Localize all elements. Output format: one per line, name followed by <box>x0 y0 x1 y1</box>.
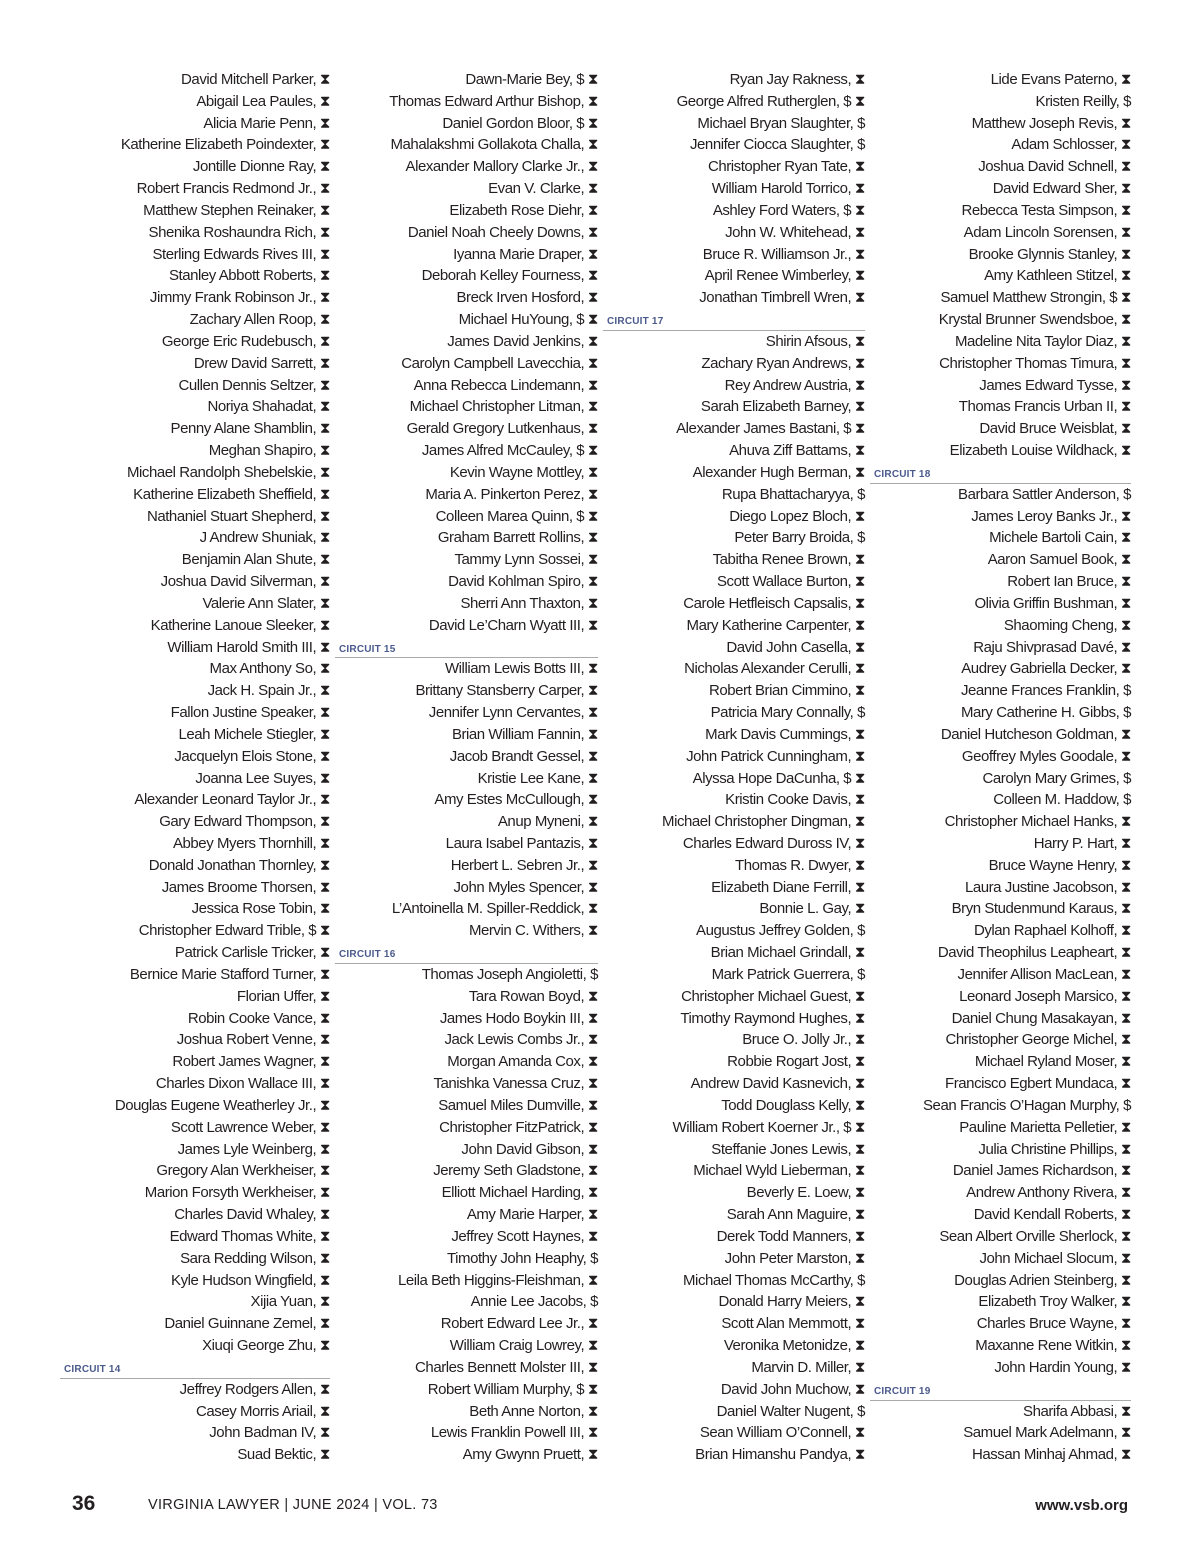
column-3 <box>603 69 865 1466</box>
member-name: Michael Christopher Litman, ⧗ <box>409 398 598 416</box>
member-name: Iyanna Marie Draper, ⧗ <box>453 245 598 263</box>
member-name: David Bruce Weisblat, ⧗ <box>979 420 1131 438</box>
member-name: Shaoming Cheng, ⧗ <box>1003 616 1131 634</box>
member-name: Daniel Noah Cheely Downs, ⧗ <box>407 223 598 241</box>
member-name: Harry P. Hart, ⧗ <box>1033 834 1131 852</box>
member-name: Donald Harry Meiers, ⧗ <box>718 1293 865 1311</box>
circuit-header <box>335 637 598 659</box>
member-name: Shenika Roshaundra Rich, ⧗ <box>148 223 330 241</box>
circuit-header-label: CIRCUIT 15 <box>339 643 396 655</box>
member-name: William Harold Torrico, ⧗ <box>711 180 865 198</box>
member-name: Timothy Raymond Hughes, ⧗ <box>680 1009 865 1027</box>
member-name: Herbert L. Sebren Jr., ⧗ <box>450 856 598 874</box>
member-name: Jacob Brandt Gessel, ⧗ <box>449 747 598 765</box>
member-name: Sterling Edwards Rives III, ⧗ <box>152 245 330 263</box>
member-name: Katherine Elizabeth Poindexter, ⧗ <box>120 136 330 154</box>
member-name: Morgan Amanda Cox, ⧗ <box>447 1053 598 1071</box>
member-name: Alexander Hugh Berman, ⧗ <box>692 463 865 481</box>
member-name: Charles David Whaley, ⧗ <box>174 1206 330 1224</box>
member-name: Meghan Shapiro, ⧗ <box>208 442 330 460</box>
member-name: James Broome Thorsen, ⧗ <box>161 878 330 896</box>
member-name: Mahalakshmi Gollakota Challa, ⧗ <box>390 136 598 154</box>
member-name: Bonnie L. Gay, ⧗ <box>759 900 865 918</box>
member-name: Michael HuYoung, $ ⧗ <box>458 311 598 329</box>
member-name: Rupa Bhattacharyya, $ <box>721 485 865 503</box>
member-name: Veronika Metonidze, ⧗ <box>723 1337 865 1355</box>
member-name: Jack Lewis Combs Jr., ⧗ <box>444 1031 598 1049</box>
member-name: Ryan Jay Rakness, ⧗ <box>729 71 865 88</box>
member-name: Steffanie Jones Lewis, ⧗ <box>711 1140 865 1158</box>
member-name: Julia Christine Phillips, ⧗ <box>978 1140 1131 1158</box>
member-name: David Kohlman Spiro, ⧗ <box>448 573 598 591</box>
member-name: Zachary Allen Roop, ⧗ <box>189 311 330 329</box>
member-name: Joshua David Schnell, ⧗ <box>978 158 1131 176</box>
circuit-header <box>335 942 598 964</box>
member-name: Daniel Walter Nugent, $ <box>716 1402 865 1420</box>
member-name: Leila Beth Higgins-Fleishman, ⧗ <box>397 1271 598 1289</box>
member-name: Sean William O’Connell, ⧗ <box>699 1424 865 1442</box>
member-name: Suad Bektic, ⧗ <box>237 1446 330 1464</box>
member-name: Alicia Marie Penn, ⧗ <box>203 114 330 132</box>
member-name: Samuel Matthew Strongin, $ ⧗ <box>940 289 1131 307</box>
member-name: Raju Shivprasad Davé, ⧗ <box>973 638 1131 656</box>
member-name: Christopher Edward Trible, $ ⧗ <box>138 922 330 940</box>
member-name: Jeremy Seth Gladstone, ⧗ <box>433 1162 598 1180</box>
member-name: David Mitchell Parker, ⧗ <box>181 71 330 88</box>
member-name: Elliott Michael Harding, ⧗ <box>441 1184 598 1202</box>
member-name: Mark Patrick Guerrera, $ <box>711 965 865 983</box>
member-name: L’Antoinella M. Spiller-Reddick, ⧗ <box>391 900 598 918</box>
member-name: Michael Ryland Moser, ⧗ <box>974 1053 1131 1071</box>
member-name: Alexander Leonard Taylor Jr., ⧗ <box>134 791 330 809</box>
member-name: Thomas Edward Arthur Bishop, ⧗ <box>389 92 598 110</box>
member-name: Leonard Joseph Marsico, ⧗ <box>959 987 1131 1005</box>
member-name: Jennifer Lynn Cervantes, ⧗ <box>428 704 598 722</box>
member-name: John David Gibson, ⧗ <box>461 1140 598 1158</box>
member-name: Colleen M. Haddow, $ <box>993 791 1131 809</box>
member-name: James Edward Tysse, ⧗ <box>979 376 1131 394</box>
member-name: Kristen Reilly, $ <box>1035 92 1131 110</box>
member-name: Daniel Chung Masakayan, ⧗ <box>951 1009 1131 1027</box>
column-1 <box>60 69 330 1466</box>
member-name: Robert Ian Bruce, ⧗ <box>1007 573 1131 591</box>
website-url: www.vsb.org <box>1035 1497 1128 1514</box>
member-name: Sherri Ann Thaxton, ⧗ <box>460 594 598 612</box>
member-name: Barbara Sattler Anderson, $ <box>958 485 1131 503</box>
circuit-header <box>603 309 865 331</box>
member-name: Elizabeth Troy Walker, ⧗ <box>978 1293 1131 1311</box>
member-name: John Badman IV, ⧗ <box>209 1424 330 1442</box>
member-name: Christopher Michael Hanks, ⧗ <box>944 813 1131 831</box>
member-name: Elizabeth Louise Wildhack, ⧗ <box>949 442 1131 460</box>
member-name: Sean Albert Orville Sherlock, ⧗ <box>939 1227 1131 1245</box>
member-name: Donald Jonathan Thornley, ⧗ <box>148 856 330 874</box>
member-name: David Le’Charn Wyatt III, ⧗ <box>428 616 598 634</box>
member-name: Robert William Murphy, $ ⧗ <box>427 1380 598 1398</box>
member-name: Carolyn Campbell Lavecchia, ⧗ <box>401 354 598 372</box>
member-name: Alyssa Hope DaCunha, $ ⧗ <box>692 769 865 787</box>
member-name: Francisco Egbert Mundaca, ⧗ <box>945 1075 1131 1093</box>
member-name: Brittany Stansberry Carper, ⧗ <box>415 682 598 700</box>
member-name: Sharifa Abbasi, ⧗ <box>1023 1402 1131 1420</box>
member-name: Michael Thomas McCarthy, $ <box>683 1271 865 1289</box>
member-name: Sarah Elizabeth Barney, ⧗ <box>700 398 865 416</box>
circuit-header <box>60 1357 330 1379</box>
member-name: Carolyn Mary Grimes, $ <box>982 769 1131 787</box>
member-name: Scott Wallace Burton, ⧗ <box>716 573 865 591</box>
member-name: Thomas R. Dwyer, ⧗ <box>735 856 865 874</box>
member-name: Kristin Cooke Davis, ⧗ <box>725 791 865 809</box>
member-name: Kyle Hudson Wingfield, ⧗ <box>171 1271 330 1289</box>
member-name: Robbie Rogart Jost, ⧗ <box>727 1053 865 1071</box>
member-name: J Andrew Shuniak, ⧗ <box>199 529 330 547</box>
member-name: April Renee Wimberley, ⧗ <box>704 267 865 285</box>
column-4 <box>870 69 1131 1466</box>
member-name: Mervin C. Withers, ⧗ <box>468 922 598 940</box>
member-name: Daniel Gordon Bloor, $ ⧗ <box>442 114 598 132</box>
member-name: Andrew David Kasnevich, ⧗ <box>690 1075 865 1093</box>
member-name: Tammy Lynn Sossei, ⧗ <box>454 551 598 569</box>
member-name: Michael Bryan Slaughter, $ <box>697 114 865 132</box>
member-name: Beth Anne Norton, ⧗ <box>469 1402 598 1420</box>
member-name: Nathaniel Stuart Shepherd, ⧗ <box>146 507 330 525</box>
member-name: Geoffrey Myles Goodale, ⧗ <box>961 747 1131 765</box>
member-name: Bruce R. Williamson Jr., ⧗ <box>702 245 865 263</box>
member-name: James Alfred McCauley, $ ⧗ <box>421 442 598 460</box>
member-name: James Leroy Banks Jr., ⧗ <box>971 507 1131 525</box>
member-name: Brooke Glynnis Stanley, ⧗ <box>968 245 1131 263</box>
member-name: Jonathan Timbrell Wren, ⧗ <box>699 289 865 307</box>
member-name: Michele Bartoli Cain, ⧗ <box>989 529 1131 547</box>
member-name: Daniel James Richardson, ⧗ <box>952 1162 1131 1180</box>
member-name: Jacquelyn Elois Stone, ⧗ <box>174 747 330 765</box>
member-name: Marvin D. Miller, ⧗ <box>751 1358 865 1376</box>
member-name: Madeline Nita Taylor Diaz, ⧗ <box>954 332 1131 350</box>
member-name: Fallon Justine Speaker, ⧗ <box>170 704 330 722</box>
member-name: Christopher Ryan Tate, ⧗ <box>707 158 865 176</box>
member-name: James Hodo Boykin III, ⧗ <box>439 1009 598 1027</box>
member-name: Colleen Marea Quinn, $ ⧗ <box>435 507 598 525</box>
member-name: Krystal Brunner Swendsboe, ⧗ <box>938 311 1131 329</box>
member-name: Bernice Marie Stafford Turner, ⧗ <box>129 965 330 983</box>
member-name: Bruce O. Jolly Jr., ⧗ <box>742 1031 865 1049</box>
member-name: Adam Schlosser, ⧗ <box>1011 136 1131 154</box>
member-name: Evan V. Clarke, ⧗ <box>488 180 598 198</box>
member-name: John Patrick Cunningham, ⧗ <box>686 747 865 765</box>
member-name: Kristie Lee Kane, ⧗ <box>477 769 598 787</box>
member-name: Tara Rowan Boyd, ⧗ <box>468 987 598 1005</box>
member-name: David John Muchow, ⧗ <box>720 1380 865 1398</box>
member-name: James Lyle Weinberg, ⧗ <box>177 1140 330 1158</box>
member-name: Samuel Mark Adelmann, ⧗ <box>963 1424 1131 1442</box>
member-name: Benjamin Alan Shute, ⧗ <box>181 551 330 569</box>
member-name: Gregory Alan Werkheiser, ⧗ <box>156 1162 330 1180</box>
member-name: John Peter Marston, ⧗ <box>724 1249 865 1267</box>
member-name: Breck Irven Hosford, ⧗ <box>456 289 598 307</box>
member-name: Audrey Gabriella Decker, ⧗ <box>961 660 1131 678</box>
member-name: Drew David Sarrett, ⧗ <box>193 354 330 372</box>
member-name: Xijia Yuan, ⧗ <box>250 1293 330 1311</box>
member-name: Amy Estes McCullough, ⧗ <box>434 791 598 809</box>
member-name: Rey Andrew Austria, ⧗ <box>724 376 865 394</box>
circuit-header-label: CIRCUIT 17 <box>607 316 664 328</box>
member-name: Aaron Samuel Book, ⧗ <box>987 551 1131 569</box>
member-name: Sean Francis O’Hagan Murphy, $ <box>923 1096 1131 1114</box>
member-name: Adam Lincoln Sorensen, ⧗ <box>963 223 1131 241</box>
member-name: William Lewis Botts III, ⧗ <box>444 660 598 678</box>
member-name: Jeffrey Scott Haynes, ⧗ <box>451 1227 598 1245</box>
member-name: Amy Gwynn Pruett, ⧗ <box>462 1446 598 1464</box>
member-name: Brian William Fannin, ⧗ <box>451 725 598 743</box>
member-name: Jack H. Spain Jr., ⧗ <box>207 682 330 700</box>
member-name: Todd Douglass Kelly, ⧗ <box>721 1096 865 1114</box>
member-name: Katherine Elizabeth Sheffield, ⧗ <box>133 485 330 503</box>
circuit-header-label: CIRCUIT 16 <box>339 949 396 961</box>
member-name: Bryn Studenmund Karaus, ⧗ <box>951 900 1131 918</box>
member-name: William Craig Lowrey, ⧗ <box>449 1337 598 1355</box>
member-name: Olivia Griffin Bushman, ⧗ <box>974 594 1131 612</box>
member-name: Casey Morris Ariail, ⧗ <box>196 1402 330 1420</box>
member-name: Xiuqi George Zhu, ⧗ <box>202 1337 330 1355</box>
member-name: Gerald Gregory Lutkenhaus, ⧗ <box>406 420 598 438</box>
member-name: Joshua Robert Venne, ⧗ <box>176 1031 330 1049</box>
member-name: Charles Dixon Wallace III, ⧗ <box>155 1075 330 1093</box>
page-footer <box>72 1492 1128 1518</box>
member-name: Christopher George Michel, ⧗ <box>945 1031 1131 1049</box>
member-name: Lewis Franklin Powell III, ⧗ <box>430 1424 598 1442</box>
member-name: John Michael Slocum, ⧗ <box>979 1249 1131 1267</box>
member-name: Amy Kathleen Stitzel, ⧗ <box>984 267 1131 285</box>
member-name: Timothy John Heaphy, $ <box>446 1249 598 1267</box>
member-name: Maxanne Rene Witkin, ⧗ <box>975 1337 1131 1355</box>
member-name: Robert Francis Redmond Jr., ⧗ <box>136 180 330 198</box>
member-name: William Harold Smith III, ⧗ <box>167 638 330 656</box>
member-name: James David Jenkins, ⧗ <box>447 332 598 350</box>
member-name: Christopher FitzPatrick, ⧗ <box>439 1118 598 1136</box>
member-name: Ahuva Ziff Battams, ⧗ <box>729 442 865 460</box>
member-name: Noriya Shahadat, ⧗ <box>207 398 330 416</box>
member-name: Jimmy Frank Robinson Jr., ⧗ <box>149 289 330 307</box>
member-name: Michael Wyld Lieberman, ⧗ <box>693 1162 865 1180</box>
member-name: Laura Isabel Pantazis, ⧗ <box>445 834 598 852</box>
member-name: Alexander Mallory Clarke Jr., ⧗ <box>405 158 598 176</box>
member-name: Scott Alan Memmott, ⧗ <box>721 1315 865 1333</box>
circuit-header <box>870 462 1131 484</box>
member-name: Leah Michele Stiegler, ⧗ <box>178 725 330 743</box>
member-name: Jessica Rose Tobin, ⧗ <box>191 900 330 918</box>
member-name: Carole Hetfleisch Capsalis, ⧗ <box>683 594 865 612</box>
member-name: Scott Lawrence Weber, ⧗ <box>170 1118 330 1136</box>
member-name: William Robert Koerner Jr., $ ⧗ <box>672 1118 865 1136</box>
member-name: Christopher Thomas Timura, ⧗ <box>939 354 1131 372</box>
member-name: Pauline Marietta Pelletier, ⧗ <box>959 1118 1131 1136</box>
member-name: Charles Bennett Molster III, ⧗ <box>415 1358 598 1376</box>
member-name: Patrick Carlisle Tricker, ⧗ <box>174 944 330 962</box>
member-name: Anna Rebecca Lindemann, ⧗ <box>413 376 598 394</box>
member-name: Robert Edward Lee Jr., ⧗ <box>440 1315 598 1333</box>
member-name: Daniel Hutcheson Goldman, ⧗ <box>940 725 1131 743</box>
member-name: Peter Barry Broida, $ <box>734 529 865 547</box>
member-name: Gary Edward Thompson, ⧗ <box>159 813 330 831</box>
member-name: Matthew Stephen Reinaker, ⧗ <box>143 201 330 219</box>
member-name: Dawn-Marie Bey, $ ⧗ <box>465 71 598 88</box>
member-name: Alexander James Bastani, $ ⧗ <box>676 420 865 438</box>
member-name: Beverly E. Loew, ⧗ <box>746 1184 865 1202</box>
member-name: Augustus Jeffrey Golden, $ <box>696 922 865 940</box>
member-name: Bruce Wayne Henry, ⧗ <box>988 856 1131 874</box>
member-name: Matthew Joseph Revis, ⧗ <box>971 114 1131 132</box>
member-name: David Theophilus Leapheart, ⧗ <box>937 944 1131 962</box>
member-name: Laura Justine Jacobson, ⧗ <box>964 878 1131 896</box>
member-name: Abbey Myers Thornhill, ⧗ <box>172 834 330 852</box>
member-name: George Eric Rudebusch, ⧗ <box>161 332 330 350</box>
member-name: Max Anthony So, ⧗ <box>209 660 330 678</box>
member-name: John Hardin Young, ⧗ <box>994 1358 1131 1376</box>
member-name: Sara Redding Wilson, ⧗ <box>180 1249 330 1267</box>
member-name: Robin Cooke Vance, ⧗ <box>187 1009 330 1027</box>
member-name: Jontille Dionne Ray, ⧗ <box>192 158 330 176</box>
member-name: Rebecca Testa Simpson, ⧗ <box>961 201 1131 219</box>
member-name: David John Casella, ⧗ <box>726 638 865 656</box>
member-name: Mark Davis Cummings, ⧗ <box>705 725 865 743</box>
member-name: Dylan Raphael Kolhoff, ⧗ <box>973 922 1131 940</box>
publication-info: VIRGINIA LAWYER | JUNE 2024 | VOL. 73 <box>148 1497 438 1513</box>
member-name: Michael Christopher Dingman, ⧗ <box>662 813 865 831</box>
member-name: Michael Randolph Shebelskie, ⧗ <box>127 463 330 481</box>
member-name: Thomas Francis Urban II, ⧗ <box>958 398 1131 416</box>
member-name: Graham Barrett Rollins, ⧗ <box>437 529 598 547</box>
member-name: Joanna Lee Suyes, ⧗ <box>195 769 330 787</box>
member-name: John Myles Spencer, ⧗ <box>453 878 598 896</box>
member-name: Stanley Abbott Roberts, ⧗ <box>168 267 330 285</box>
member-name: Annie Lee Jacobs, $ <box>470 1293 598 1311</box>
member-name: Mary Katherine Carpenter, ⧗ <box>686 616 865 634</box>
member-name: Christopher Michael Guest, ⧗ <box>681 987 865 1005</box>
member-name: Cullen Dennis Seltzer, ⧗ <box>178 376 330 394</box>
member-name: Valerie Ann Slater, ⧗ <box>202 594 330 612</box>
member-name: Zachary Ryan Andrews, ⧗ <box>701 354 865 372</box>
member-name: Deborah Kelley Fourness, ⧗ <box>421 267 598 285</box>
member-name: Sarah Ann Maguire, ⧗ <box>726 1206 865 1224</box>
member-name: Jennifer Allison MacLean, ⧗ <box>957 965 1131 983</box>
circuit-header-label: CIRCUIT 14 <box>64 1363 121 1375</box>
member-name: Kevin Wayne Mottley, ⧗ <box>449 463 598 481</box>
member-name: Maria A. Pinkerton Perez, ⧗ <box>425 485 598 503</box>
member-name: David Kendall Roberts, ⧗ <box>973 1206 1131 1224</box>
member-name: Samuel Miles Dumville, ⧗ <box>438 1096 598 1114</box>
circuit-header <box>870 1379 1131 1401</box>
member-name: Nicholas Alexander Cerulli, ⧗ <box>684 660 865 678</box>
member-name: Elizabeth Diane Ferrill, ⧗ <box>711 878 865 896</box>
member-name: Charles Edward Duross IV, ⧗ <box>682 834 865 852</box>
member-name: Ashley Ford Waters, $ ⧗ <box>712 201 865 219</box>
member-name: Abigail Lea Paules, ⧗ <box>196 92 330 110</box>
member-name: Jeffrey Rodgers Allen, ⧗ <box>179 1380 330 1398</box>
member-name: Douglas Eugene Weatherley Jr., ⧗ <box>114 1096 330 1114</box>
member-name: Derek Todd Manners, ⧗ <box>716 1227 865 1245</box>
member-name: Robert James Wagner, ⧗ <box>172 1053 330 1071</box>
member-name: Brian Michael Grindall, ⧗ <box>710 944 865 962</box>
member-name: Tanishka Vanessa Cruz, ⧗ <box>433 1075 598 1093</box>
member-name: Anup Myneni, ⧗ <box>497 813 598 831</box>
member-name: Jennifer Ciocca Slaughter, $ <box>689 136 865 154</box>
member-name: Florian Uffer, ⧗ <box>236 987 330 1005</box>
member-name: Daniel Guinnane Zemel, ⧗ <box>164 1315 330 1333</box>
circuit-header-label: CIRCUIT 19 <box>874 1385 931 1397</box>
member-name: John W. Whitehead, ⧗ <box>725 223 865 241</box>
member-name: Edward Thomas White, ⧗ <box>169 1227 330 1245</box>
member-name: Douglas Adrien Steinberg, ⧗ <box>954 1271 1131 1289</box>
member-name: Amy Marie Harper, ⧗ <box>466 1206 598 1224</box>
member-name: Patricia Mary Connally, $ <box>710 704 865 722</box>
member-name: Marion Forsyth Werkheiser, ⧗ <box>144 1184 330 1202</box>
column-2 <box>335 69 598 1466</box>
member-name: Mary Catherine H. Gibbs, $ <box>960 704 1131 722</box>
member-name: Diego Lopez Bloch, ⧗ <box>729 507 865 525</box>
member-name: Thomas Joseph Angioletti, $ <box>421 965 598 983</box>
member-name: Katherine Lanoue Sleeker, ⧗ <box>150 616 330 634</box>
member-name: Charles Bruce Wayne, ⧗ <box>976 1315 1131 1333</box>
member-name: Penny Alane Shamblin, ⧗ <box>170 420 330 438</box>
member-name: Shirin Afsous, ⧗ <box>765 332 865 350</box>
page-number: 36 <box>72 1492 96 1515</box>
member-name: Tabitha Renee Brown, ⧗ <box>712 551 865 569</box>
circuit-header-label: CIRCUIT 18 <box>874 468 931 480</box>
member-name: Hassan Minhaj Ahmad, ⧗ <box>971 1446 1131 1464</box>
member-name: David Edward Sher, ⧗ <box>992 180 1131 198</box>
member-name: George Alfred Rutherglen, $ ⧗ <box>676 92 865 110</box>
member-name: Jeanne Frances Franklin, $ <box>960 682 1131 700</box>
member-name: Andrew Anthony Rivera, ⧗ <box>966 1184 1131 1202</box>
member-name: Joshua David Silverman, ⧗ <box>160 573 330 591</box>
member-name: Brian Himanshu Pandya, ⧗ <box>695 1446 865 1464</box>
member-name: Robert Brian Cimmino, ⧗ <box>708 682 865 700</box>
member-name: Elizabeth Rose Diehr, ⧗ <box>449 201 598 219</box>
member-name: Lide Evans Paterno, ⧗ <box>990 71 1131 88</box>
